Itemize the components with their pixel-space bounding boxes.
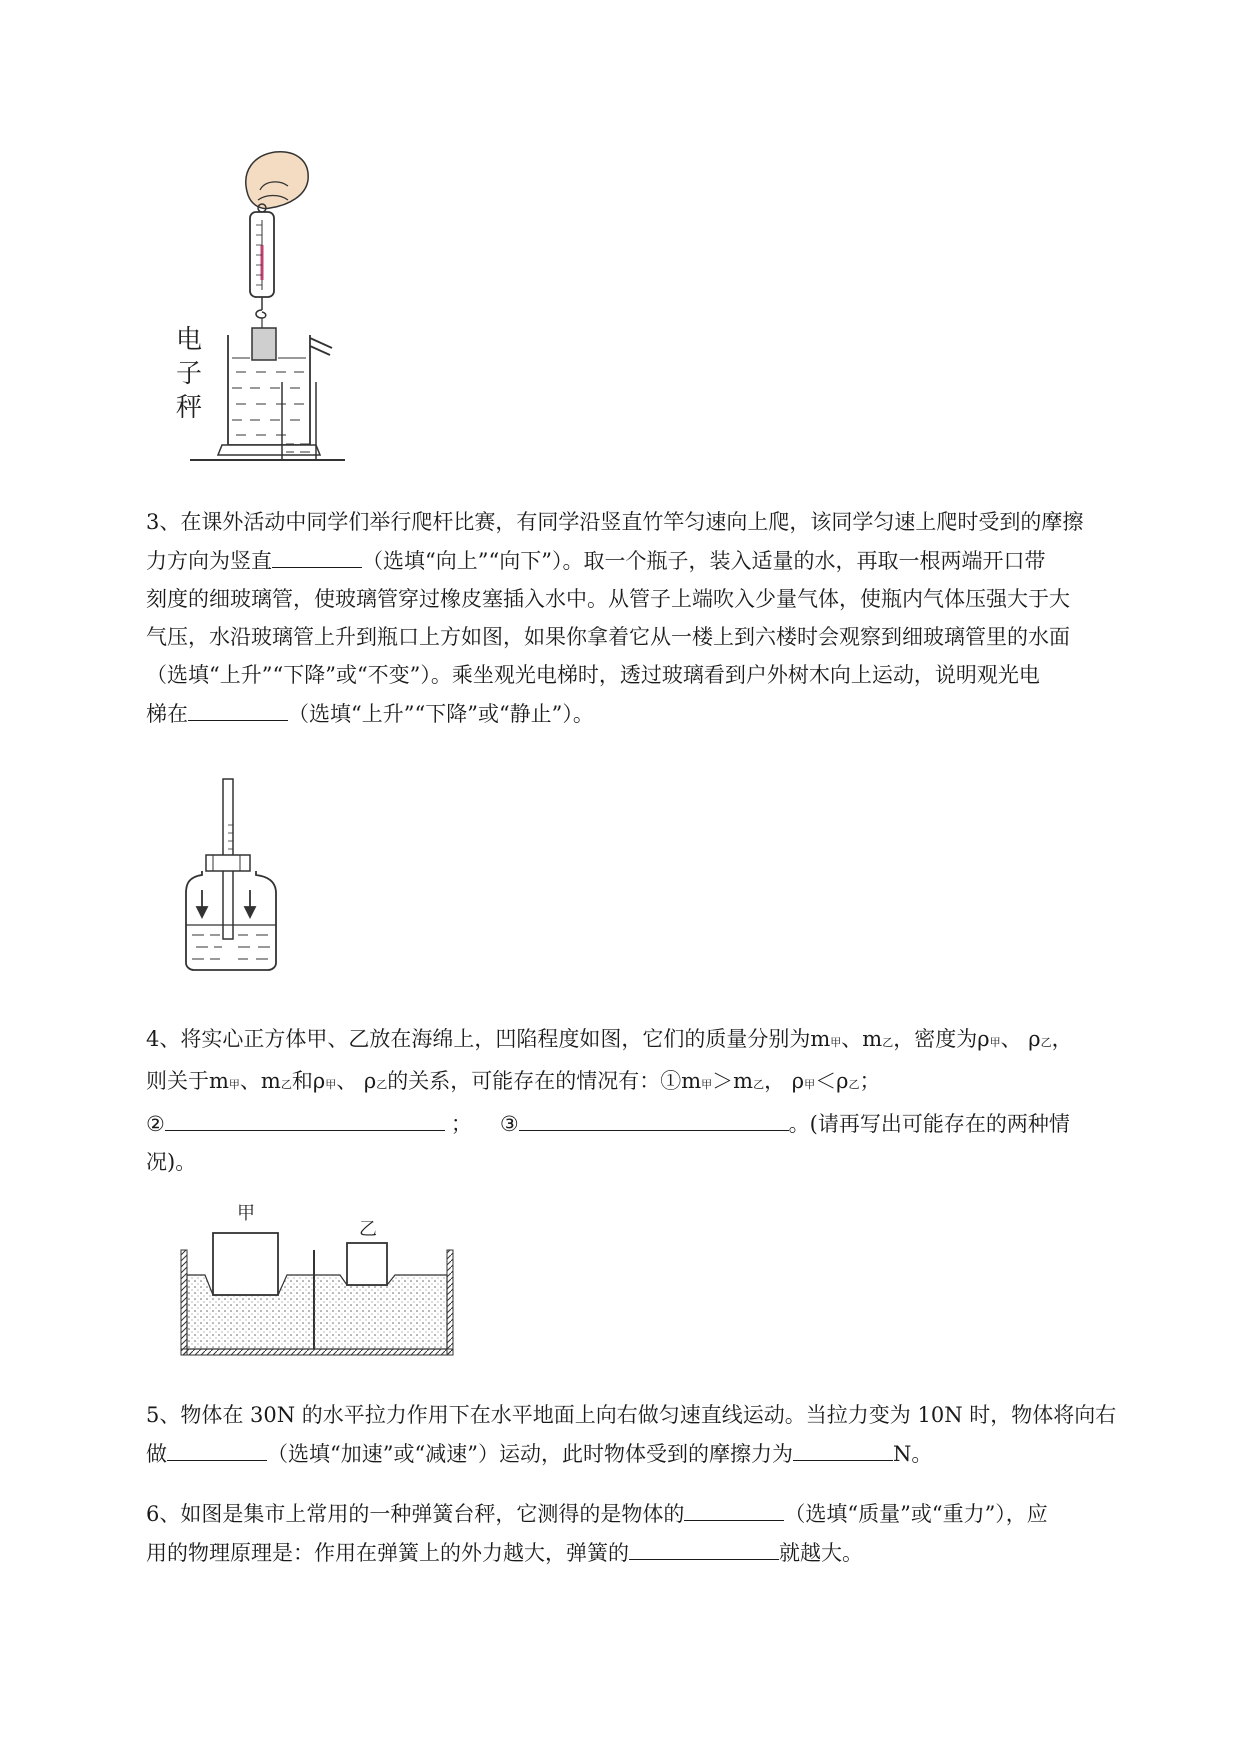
scale-label-2: 子: [176, 359, 203, 389]
scale-label-3: 秤: [176, 393, 203, 423]
scale-label-1: 电: [176, 325, 203, 355]
q4-line-1: 4、将实心正方体甲、乙放在海绵上，凹陷程度如图，它们的质量分别为m甲、m乙，密度为ρ甲、 ρ乙，: [146, 1027, 1073, 1051]
q5-line-1: 5、物体在 30N 的水平拉力作用下在水平地面上向右做匀速直线运动。当拉力变为 10N 时，物体将向右: [146, 1403, 1117, 1427]
sponge-right: [314, 1275, 447, 1349]
q3-blank-1[interactable]: [272, 541, 362, 568]
spring-scale-figure: [170, 150, 400, 470]
q3-blank-3[interactable]: [188, 694, 288, 721]
q4-blank-2[interactable]: [165, 1104, 445, 1131]
q4-line-2: 则关于m甲、m乙和ρ甲、 ρ乙的关系，可能存在的情况有：①m甲＞m乙， ρ甲＜ρ乙；: [146, 1069, 881, 1093]
q3-line-3: 刻度的细玻璃管，使玻璃管穿过橡皮塞插入水中。从管子上端吹入少量气体，使瓶内气体压强大于大: [146, 587, 1070, 611]
label-yi: 乙: [359, 1219, 377, 1240]
q6-blank-1[interactable]: [684, 1494, 784, 1521]
question-6: [146, 1494, 1146, 1572]
q3-line-6: 梯在 （选填“上升”“下降”或“静止”）。: [146, 694, 1146, 733]
q5-blank-2[interactable]: [793, 1434, 893, 1461]
q6-blank-2[interactable]: [629, 1533, 779, 1560]
weight-block: [252, 328, 276, 360]
q6-line-2: 用的物理原理是：作用在弹簧上的外力越大，弹簧的 就越大。: [146, 1533, 1146, 1572]
question-5: [146, 1396, 1146, 1473]
q3-line-1: 3、在课外活动中同学们举行爬杆比赛，有同学沿竖直竹竿匀速向上爬，该同学匀速上爬时受到的摩擦: [146, 510, 1084, 534]
hand-icon: [246, 152, 308, 209]
cube-jia: [213, 1233, 278, 1295]
label-jia: 甲: [237, 1203, 255, 1224]
question-3: [146, 503, 1146, 733]
q3-line-4: 气压，水沿玻璃管上升到瓶口上方如图，如果你拿着它从一楼上到六楼时会观察到细玻璃管里的水面: [146, 625, 1070, 649]
question-4: [146, 1020, 1146, 1181]
q3-line-5: （选填“上升”“下降”或“不变”）。乘坐观光电梯时，透过玻璃看到户外树木向上运动，说明观光电: [146, 663, 1040, 687]
q4-blank-3[interactable]: [519, 1104, 789, 1131]
q4-line-3: ② ； ③ 。(请再写出可能存在的两种情: [146, 1104, 1146, 1143]
bottle-tube-figure: [180, 775, 290, 975]
q6-line-1: 6、如图是集市上常用的一种弹簧台秤，它测得的是物体的 （选填“质量”或“重力”），应: [146, 1494, 1146, 1533]
q5-line-2: 做 （选填“加速”或“减速”）运动，此时物体受到的摩擦力为 N。: [146, 1434, 1146, 1473]
cube-yi: [347, 1243, 387, 1285]
q5-blank-1[interactable]: [167, 1434, 267, 1461]
q4-line-4: 况)。: [146, 1150, 197, 1174]
sponge-cubes-figure: [175, 1195, 460, 1365]
q3-line-2: 力方向为竖直 （选填“向上”“向下”）。取一个瓶子，装入适量的水，再取一根两端开口带: [146, 541, 1146, 580]
